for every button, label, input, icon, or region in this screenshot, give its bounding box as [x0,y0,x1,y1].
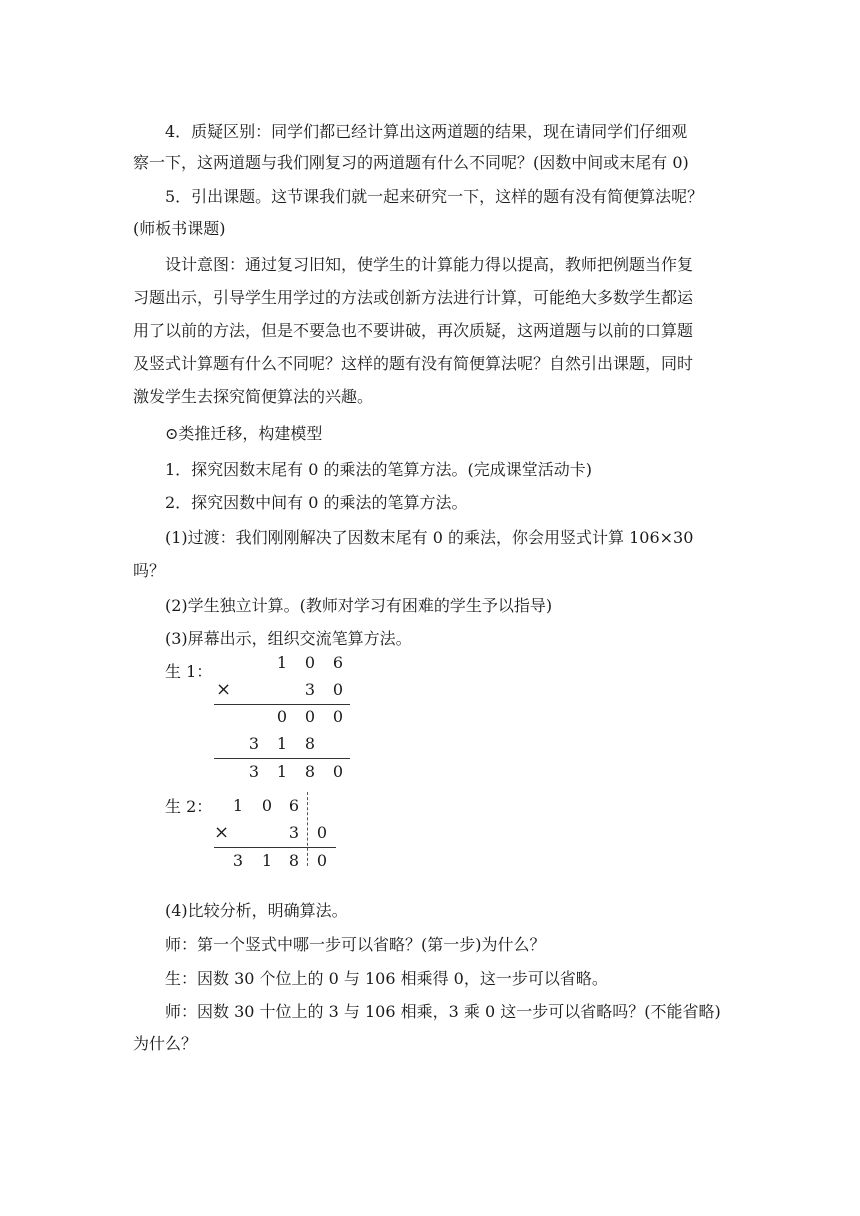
substep-1-line-1: (1)过渡：我们刚刚解决了因数末尾有 0 的乘法，你会用竖式计算 106×30 [165,528,694,547]
paragraph-5-line-2: (师板书课题) [133,219,226,238]
student-answer-1: 生：因数 30 个位上的 0 与 106 相乘得 0，这一步可以省略。 [165,969,608,988]
step-2: 2．探究因数中间有 0 的乘法的笔算方法。 [165,493,468,512]
calc-1-label: 生 1： [165,662,213,681]
substep-4: (4)比较分析，明确算法。 [165,901,348,920]
paragraph-4-line-2: 察一下，这两道题与我们刚复习的两道题有什么不同呢？(因数中间或末尾有 0) [133,153,689,172]
calc-2-multiplicand-digit: 6 [288,796,300,815]
calc-1-partial-2-digit: 8 [304,734,316,753]
section-heading: ⊙类推迁移，构建模型 [165,424,323,443]
calc-2-rule [214,847,336,848]
paragraph-4-line-1: 4．质疑区别：同学们都已经计算出这两道题的结果，现在请同学们仔细观 [165,122,688,141]
calc-2-multiplicand-digit: 0 [261,796,273,815]
calc-2-times-sign: × [214,822,230,843]
calc-1-rule-2 [214,758,350,759]
calc-1-partial-1-digit: 0 [332,707,344,726]
calc-2-result-digit: 8 [288,851,300,870]
calc-1-result-digit: 8 [304,762,316,781]
teacher-question-1: 师：第一个竖式中哪一步可以省略？(第一步)为什么？ [165,935,546,954]
teacher-question-2-line-2: 为什么？ [133,1034,198,1053]
calc-1-result-digit: 1 [276,762,288,781]
calc-1-partial-2-digit: 3 [248,734,260,753]
calc-2-result-digit: 1 [261,851,273,870]
calc-1-rule-1 [214,704,350,705]
calc-1-multiplier-digit: 3 [304,680,316,699]
calc-2-multiplicand-digit: 1 [232,796,244,815]
calc-2-multiplier-digit: 3 [288,823,300,842]
substep-2: (2)学生独立计算。(教师对学习有困难的学生予以指导) [165,596,553,615]
teacher-question-2-line-1: 师：因数 30 十位上的 3 与 106 相乘，3 乘 0 这一步可以省略吗？(不能省略) [165,1002,721,1021]
design-intent-line-5: 激发学生去探究简便算法的兴趣。 [133,387,374,406]
substep-1-line-2: 吗？ [133,561,166,580]
calc-2-dashed-separator [307,792,308,866]
design-intent-line-4: 及竖式计算题有什么不同呢？这样的题有没有简便算法呢？自然引出课题，同时 [133,354,694,373]
calc-2-result-digit: 0 [316,851,328,870]
substep-3: (3)屏幕出示，组织交流笔算方法。 [165,629,412,648]
calc-2-label: 生 2： [165,797,213,816]
calc-1-multiplicand-digit: 1 [276,653,288,672]
calc-1-partial-1-digit: 0 [276,707,288,726]
design-intent-line-3: 用了以前的方法，但是不要急也不要讲破，再次质疑，这两道题与以前的口算题 [133,321,694,340]
calc-2-result-digit: 3 [232,851,244,870]
calc-1-multiplier-digit: 0 [332,680,344,699]
design-intent-line-2: 习题出示，引导学生用学过的方法或创新方法进行计算，可能绝大多数学生都运 [133,288,694,307]
calc-1-multiplicand-digit: 6 [332,653,344,672]
calc-2-multiplier-digit: 0 [316,823,328,842]
design-intent-line-1: 设计意图：通过复习旧知，使学生的计算能力得以提高，教师把例题当作复 [165,255,694,274]
calc-1-multiplicand-digit: 0 [304,653,316,672]
calc-1-result-digit: 0 [332,762,344,781]
step-1: 1．探究因数末尾有 0 的乘法的笔算方法。(完成课堂活动卡) [165,460,593,479]
calc-1-partial-1-digit: 0 [304,707,316,726]
calc-1-result-digit: 3 [248,762,260,781]
calc-1-partial-2-digit: 1 [276,734,288,753]
calc-1-times-sign: × [216,679,232,700]
paragraph-5-line-1: 5．引出课题。这节课我们就一起来研究一下，这样的题有没有简便算法呢？ [165,187,704,206]
